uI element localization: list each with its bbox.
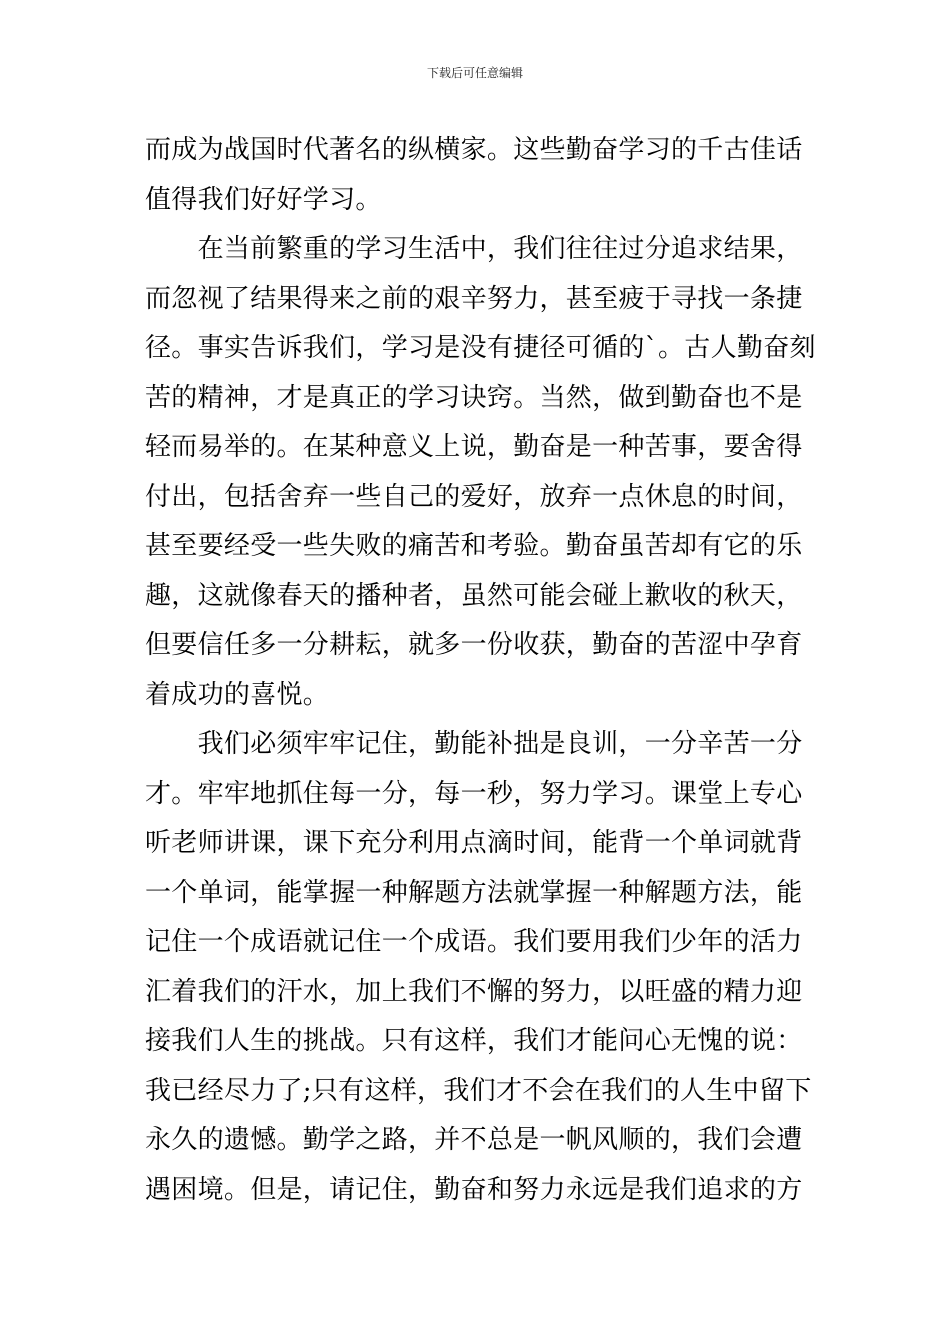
text-line: 轻而易举的。在某种意义上说，勤奋是一种苦事，要舍得 — [145, 432, 803, 462]
text-line: 在当前繁重的学习生活中，我们往往过分追求结果， — [145, 234, 803, 264]
text-line: 甚至要经受一些失败的痛苦和考验。勤奋虽苦却有它的乐 — [145, 531, 803, 561]
text-line: 付出，包括舍弃一些自己的爱好，放弃一点休息的时间， — [145, 481, 803, 512]
text-line: 值得我们好好学习。 — [145, 184, 382, 215]
text-line: 而成为战国时代著名的纵横家。这些勤奋学习的千古佳话 — [145, 135, 803, 165]
text-line: 我已经尽力了;只有这样，我们才不会在我们的人生中留下 — [145, 1075, 812, 1106]
text-line: 趣，这就像春天的播种者，虽然可能会碰上歉收的秋天， — [145, 580, 803, 611]
body-text — [145, 126, 816, 1215]
text-line: 径。事实告诉我们，学习是没有捷径可循的`。古人勤奋刻 — [145, 333, 816, 363]
text-line: 才。牢牢地抓住每一分，每一秒，努力学习。课堂上专心 — [145, 778, 803, 809]
text-line: 接我们人生的挑战。只有这样，我们才能问心无愧的说： — [145, 1026, 803, 1056]
text-line: 永久的遗憾。勤学之路，并不总是一帆风顺的，我们会遭 — [145, 1125, 803, 1155]
page-header: 下载后可任意编辑 — [426, 66, 523, 80]
text-line: 我们必须牢牢记住，勤能补拙是良训，一分辛苦一分 — [145, 729, 803, 759]
text-line: 着成功的喜悦。 — [145, 679, 330, 710]
text-line: 汇着我们的汗水，加上我们不懈的努力，以旺盛的精力迎 — [145, 976, 803, 1007]
text-line: 苦的精神，才是真正的学习诀窍。当然，做到勤奋也不是 — [145, 382, 803, 413]
text-line: 而忽视了结果得来之前的艰辛努力，甚至疲于寻找一条捷 — [145, 283, 803, 314]
text-line: 一个单词，能掌握一种解题方法就掌握一种解题方法，能 — [145, 877, 803, 908]
text-line: 听老师讲课，课下充分利用点滴时间，能背一个单词就背 — [145, 828, 803, 858]
text-line: 但要信任多一分耕耘，就多一份收获，勤奋的苦涩中孕育 — [145, 630, 803, 660]
text-line: 记住一个成语就记住一个成语。我们要用我们少年的活力 — [145, 927, 803, 957]
text-line: 遇困境。但是，请记住，勤奋和努力永远是我们追求的方 — [145, 1174, 803, 1205]
